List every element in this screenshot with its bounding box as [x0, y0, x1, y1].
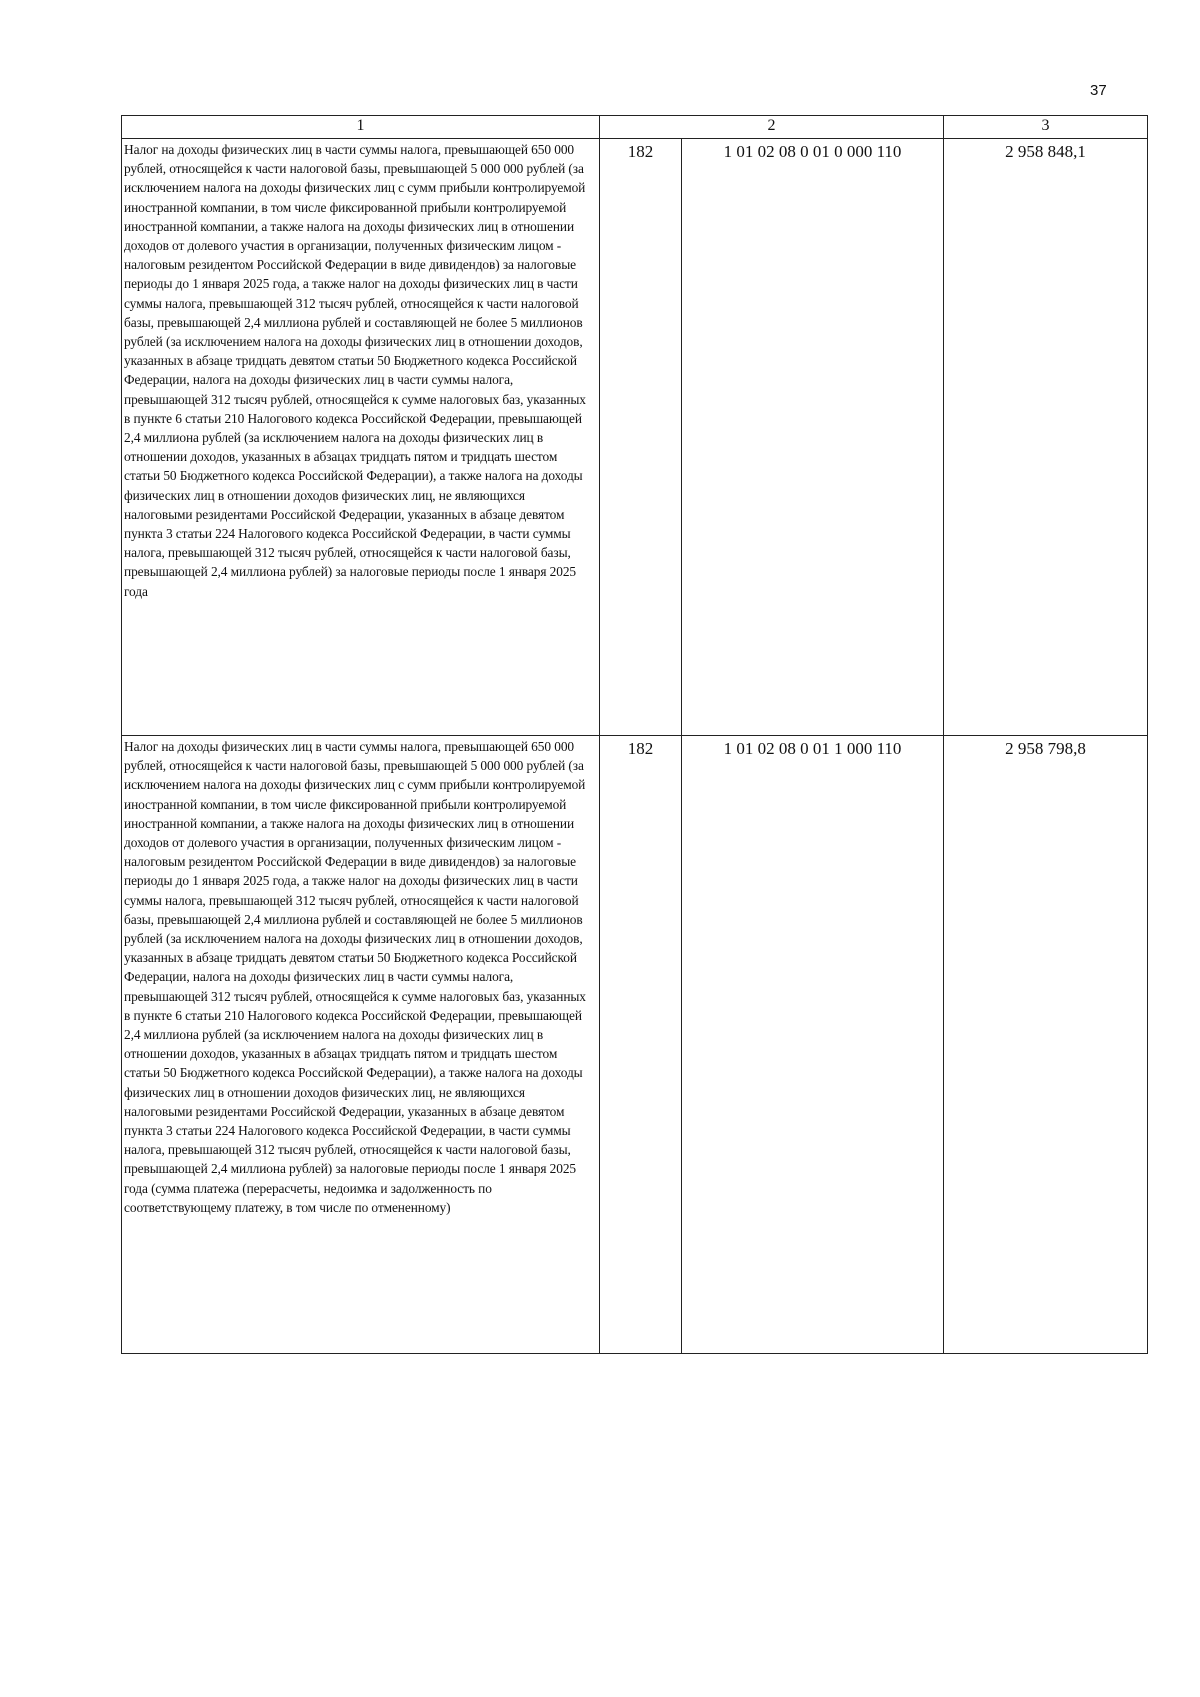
- admin-code-cell: 182: [600, 139, 682, 736]
- admin-code-cell: 182: [600, 736, 682, 1354]
- amount-cell: 2 958 798,8: [944, 736, 1148, 1354]
- budget-classification-code-cell: 1 01 02 08 0 01 1 000 110: [682, 736, 944, 1354]
- header-column-1: 1: [122, 116, 600, 139]
- table-row: [122, 139, 1148, 736]
- income-name-cell: Налог на доходы физических лиц в части суммы налога, превышающей 650 000 рублей, относящейся к части налоговой базы, превышающей 5 000 000 рублей (за исключением налога на доходы физических лиц с сумм прибыли контролируемой иностранной компании, в том числе фиксированной прибыли контролируемой иностранной компании, а также налога на доходы физических лиц в отношении доходов от долевого участия в организации, полученных физическим лицом - налоговым резидентом Российской Федерации в виде дивидендов) за налоговые периоды до 1 января 2025 года, а также налог на доходы физических лиц в части суммы налога, превышающей 312 тысяч рублей, относящейся к части налоговой базы, превышающей 2,4 миллиона рублей и составляющей не более 5 миллионов рублей (за исключением налога на доходы физических лиц в отношении доходов, указанных в абзаце тридцать девятом статьи 50 Бюджетного кодекса Российской Федерации, налога на доходы физических лиц в части суммы налога, превышающей 312 тысяч рублей, относящейся к сумме налоговых баз, указанных в пункте 6 статьи 210 Налогового кодекса Российской Федерации, превышающей 2,4 миллиона рублей (за исключением налога на доходы физических лиц в отношении доходов, указанных в абзацах тридцать пятом и тридцать шестом статьи 50 Бюджетного кодекса Российской Федерации), а также налога на доходы физических лиц в отношении доходов физических лиц, не являющихся налоговыми резидентами Российской Федерации, указанных в абзаце девятом пункта 3 статьи 224 Налогового кодекса Российской Федерации, в части суммы налога, превышающей 312 тысяч рублей, относящейся к части налоговой базы, превышающей 2,4 миллиона рублей) за налоговые периоды после 1 января 2025 года (сумма платежа (перерасчеты, недоимка и задолженность по соответствующему платежу, в том числе по отмененному): [122, 736, 600, 1354]
- table-row: [122, 736, 1148, 1354]
- budget-classification-code-cell: 1 01 02 08 0 01 0 000 110: [682, 139, 944, 736]
- table-header-row: [122, 116, 1148, 139]
- header-column-3: 3: [944, 116, 1148, 139]
- page-number: 37: [1090, 82, 1107, 99]
- amount-cell: 2 958 848,1: [944, 139, 1148, 736]
- income-name-cell: Налог на доходы физических лиц в части суммы налога, превышающей 650 000 рублей, относящейся к части налоговой базы, превышающей 5 000 000 рублей (за исключением налога на доходы физических лиц с сумм прибыли контролируемой иностранной компании, в том числе фиксированной прибыли контролируемой иностранной компании, а также налога на доходы физических лиц в отношении доходов от долевого участия в организации, полученных физическим лицом - налоговым резидентом Российской Федерации в виде дивидендов) за налоговые периоды до 1 января 2025 года, а также налог на доходы физических лиц в части суммы налога, превышающей 312 тысяч рублей, относящейся к части налоговой базы, превышающей 2,4 миллиона рублей и составляющей не более 5 миллионов рублей (за исключением налога на доходы физических лиц в отношении доходов, указанных в абзаце тридцать девятом статьи 50 Бюджетного кодекса Российской Федерации, налога на доходы физических лиц в части суммы налога, превышающей 312 тысяч рублей, относящейся к сумме налоговых баз, указанных в пункте 6 статьи 210 Налогового кодекса Российской Федерации, превышающей 2,4 миллиона рублей (за исключением налога на доходы физических лиц в отношении доходов, указанных в абзацах тридцать пятом и тридцать шестом статьи 50 Бюджетного кодекса Российской Федерации), а также налога на доходы физических лиц в отношении доходов физических лиц, не являющихся налоговыми резидентами Российской Федерации, указанных в абзаце девятом пункта 3 статьи 224 Налогового кодекса Российской Федерации, в части суммы налога, превышающей 312 тысяч рублей, относящейся к части налоговой базы, превышающей 2,4 миллиона рублей) за налоговые периоды после 1 января 2025 года: [122, 139, 600, 736]
- header-column-2: 2: [600, 116, 944, 139]
- revenue-table: [121, 115, 1148, 1354]
